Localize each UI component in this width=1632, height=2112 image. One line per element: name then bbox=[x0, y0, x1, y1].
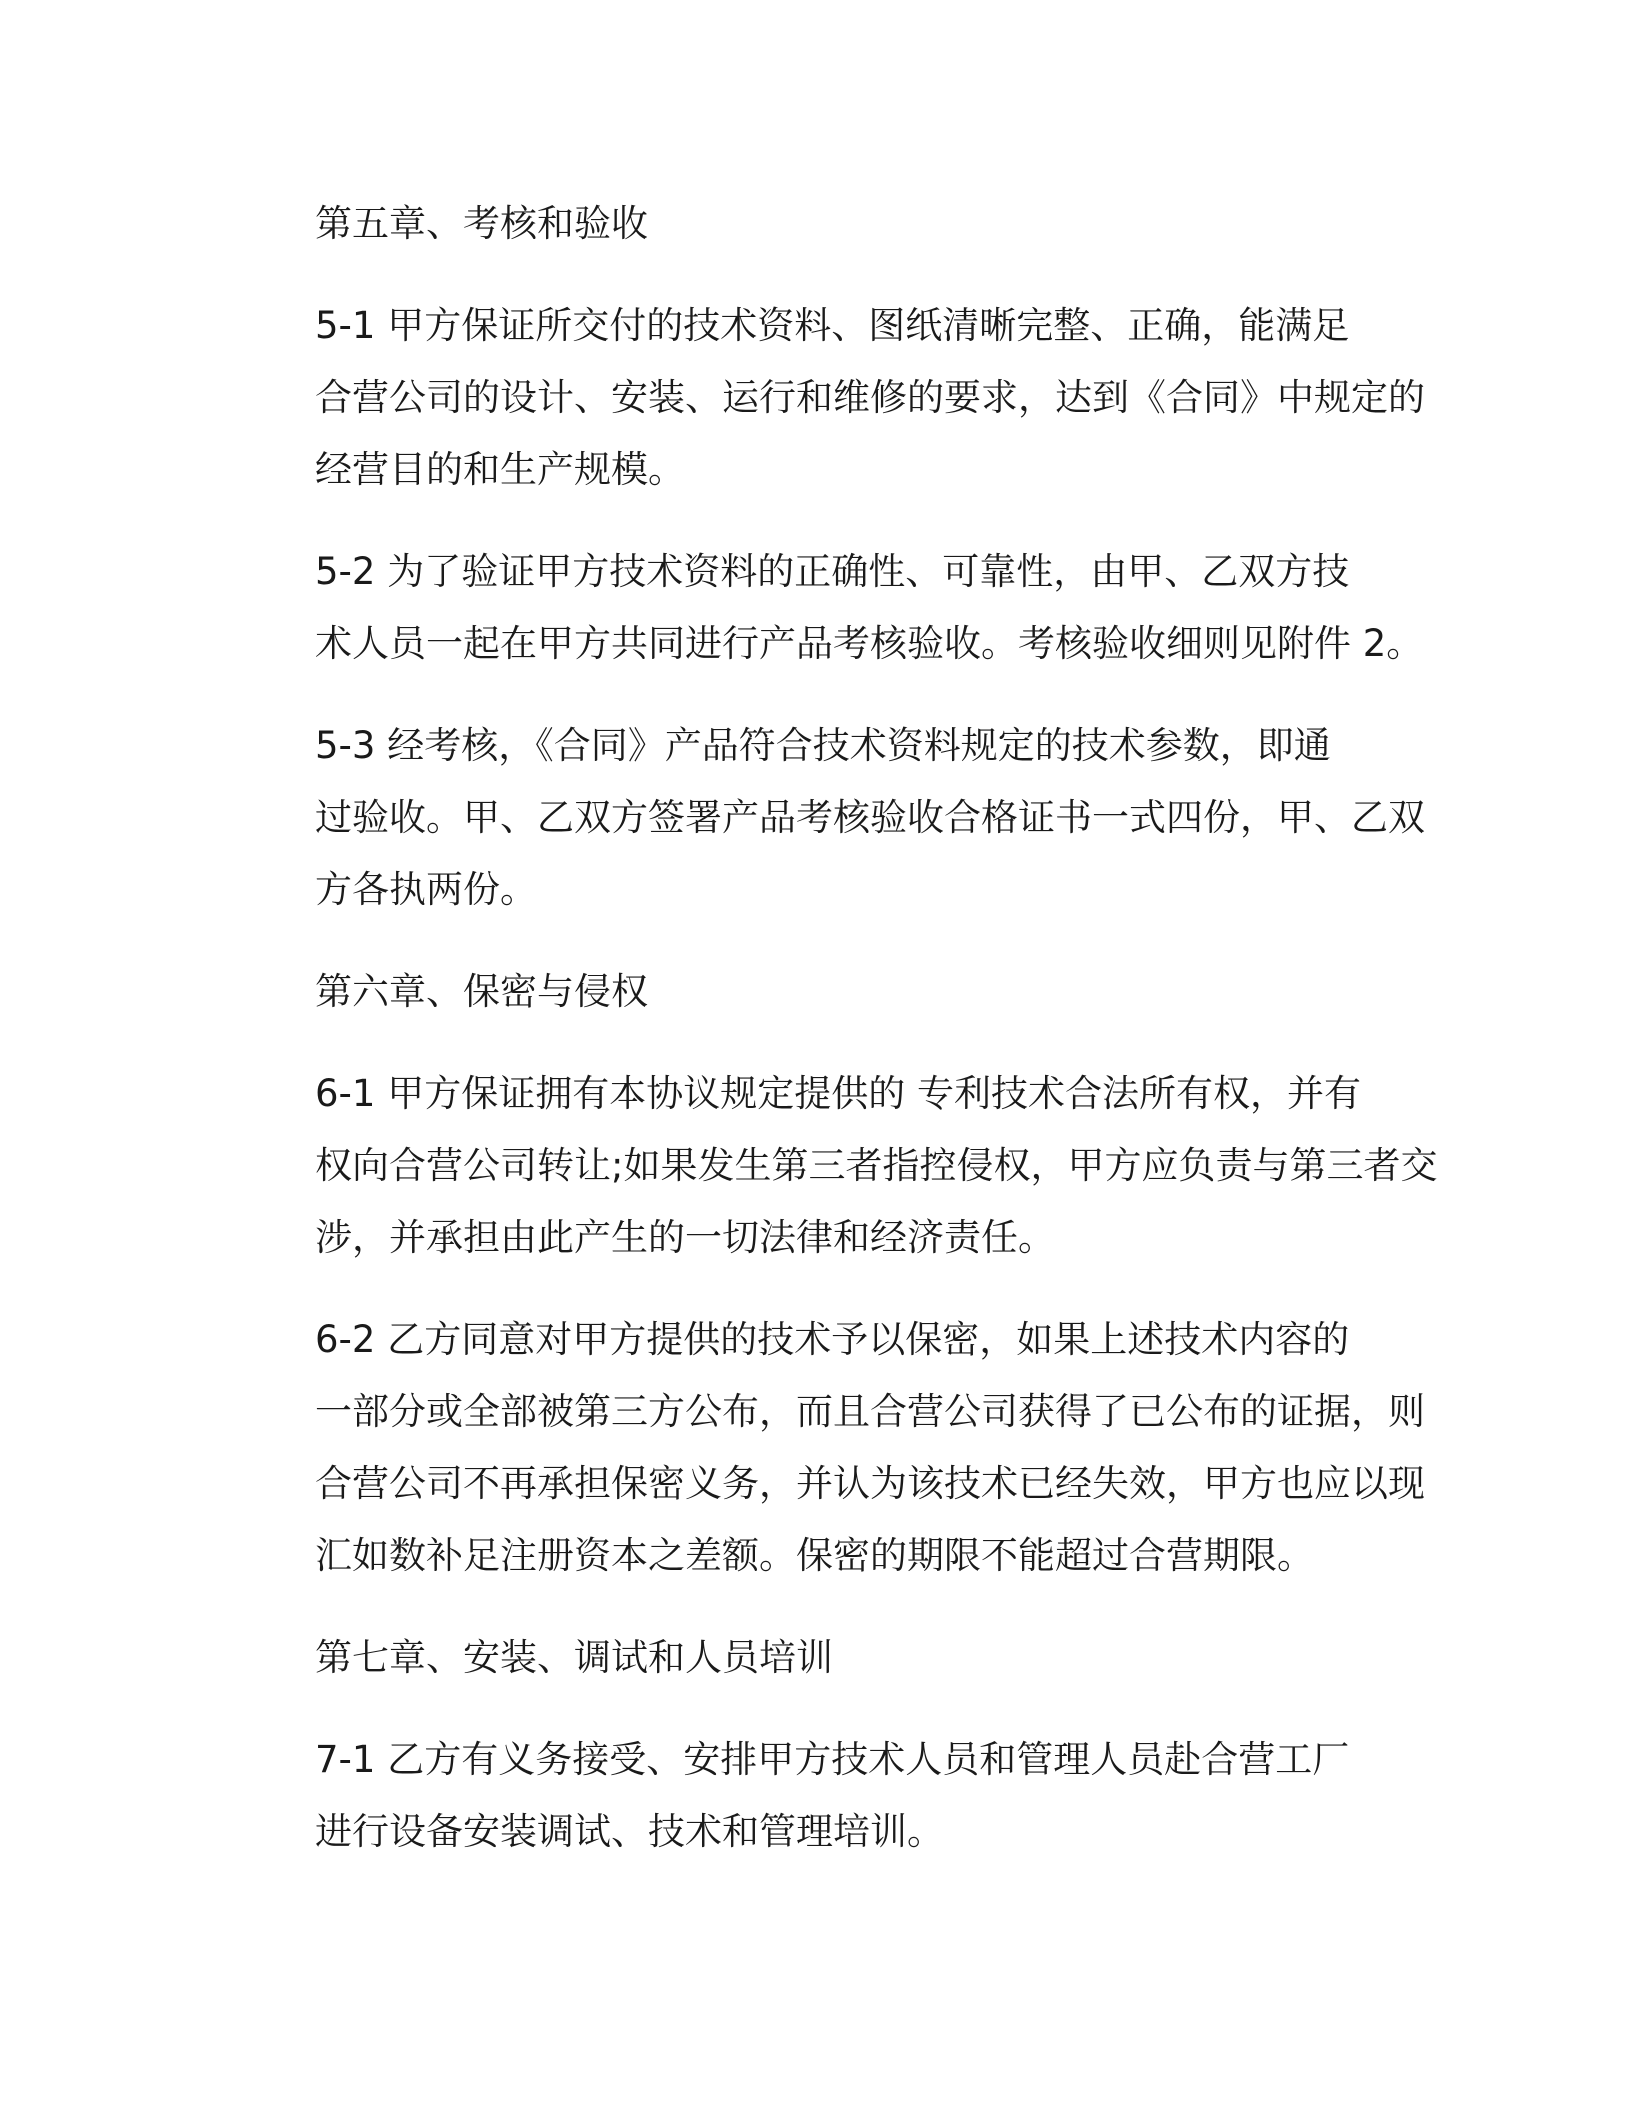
chapter-7-heading: 第七章、安装、调试和人员培训 bbox=[315, 1636, 833, 1679]
clause-7-1: 7-1 乙方有义务接受、安排甲方技术人员和管理人员赴合营工厂 进行设备安装调试、技术和管理培训。 bbox=[315, 1738, 1350, 1853]
clause-5-2: 5-2 为了验证甲方技术资料的正确性、可靠性，由甲、乙双方技 术人员一起在甲方共同进行产品考核验收。考核验收细则见附件 2。 bbox=[315, 550, 1424, 665]
clause-5-1: 5-1 甲方保证所交付的技术资料、图纸清晰完整、正确，能满足 合营公司的设计、安装、运行和维修的要求，达到《合同》中规定的 经营目的和生产规模。 bbox=[315, 304, 1425, 491]
document-body bbox=[240, 188, 1438, 1898]
clause-6-2: 6-2 乙方同意对甲方提供的技术予以保密，如果上述技术内容的 一部分或全部被第三方公布，而且合营公司获得了已公布的证据，则 合营公司不再承担保密义务，并认为该技术已经失效，甲方也应以现 汇如数补足注册资本之差额。保密的期限不能超过合营期限。 bbox=[315, 1318, 1425, 1577]
clause-6-1: 6-1 甲方保证拥有本协议规定提供的 专利技术合法所有权，并有 权向合营公司转让;如果发生第三者指控侵权，甲方应负责与第三者交 涉，并承担由此产生的一切法律和经济责任。 bbox=[315, 1072, 1438, 1259]
chapter-5-heading: 第五章、考核和验收 bbox=[315, 202, 648, 245]
chapter-6-heading: 第六章、保密与侵权 bbox=[315, 970, 648, 1013]
clause-5-3: 5-3 经考核，《合同》产品符合技术资料规定的技术参数，即通 过验收。甲、乙双方签署产品考核验收合格证书一式四份，甲、乙双 方各执两份。 bbox=[315, 724, 1425, 911]
